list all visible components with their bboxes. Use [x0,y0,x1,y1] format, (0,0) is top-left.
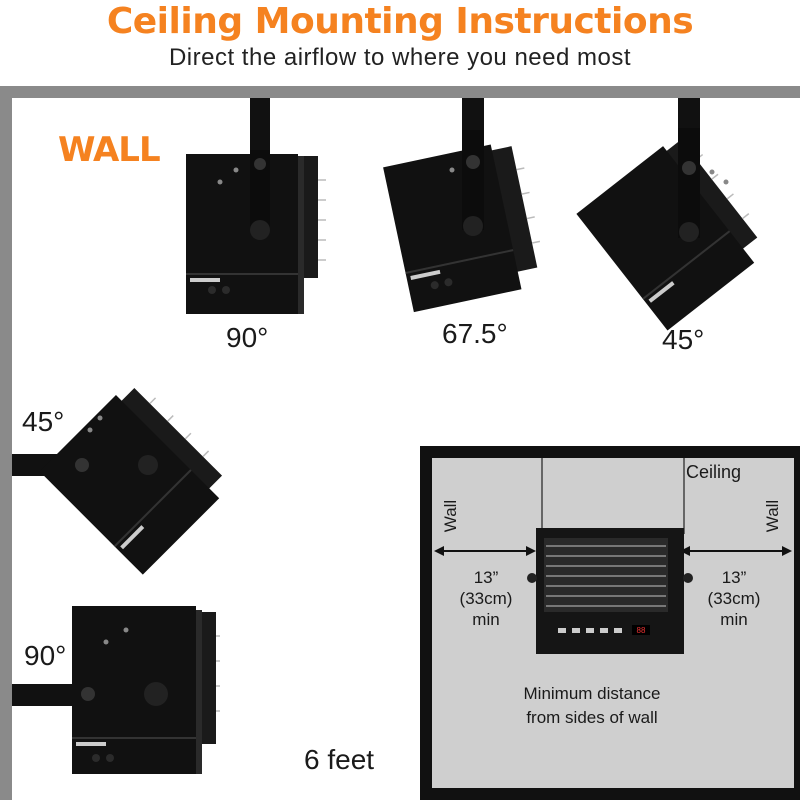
clearance-caption-line1: Minimum distance [523,684,661,703]
ceiling-frame [0,86,800,98]
heater-90-ceiling [186,150,326,320]
heater-67-ceiling [382,130,562,310]
left-distance-metric: (33cm) [459,589,513,608]
page-title: Ceiling Mounting Instructions [106,1,694,42]
angle-label-67-top: 67.5° [442,318,508,349]
right-distance-value: 13” [721,568,747,587]
page-subtitle: Direct the airflow to where you need most [168,44,632,71]
heater-45-ceiling [580,128,780,308]
left-distance-value: 13” [473,568,499,587]
angle-label-45-side: 45° [22,406,65,437]
heater-90-wall [70,606,220,782]
left-distance-min: min [472,610,500,629]
ceiling-label: Ceiling [686,462,742,482]
wall-label: WALL [58,130,160,170]
angle-label-45-top: 45° [662,324,705,355]
right-wall-label: Wall [763,499,782,533]
right-distance-min: min [720,610,748,629]
right-distance-metric: (33cm) [707,589,761,608]
heater-display-readout: 88 [636,626,646,635]
wall-frame [0,86,12,800]
clearance-caption-line2: from sides of wall [526,708,658,727]
angle-label-90-side: 90° [24,640,67,671]
left-wall-label: Wall [441,499,460,533]
heater-45-wall [40,370,240,580]
height-label: 6 feet [304,744,375,775]
angle-label-90-top: 90° [226,322,269,353]
